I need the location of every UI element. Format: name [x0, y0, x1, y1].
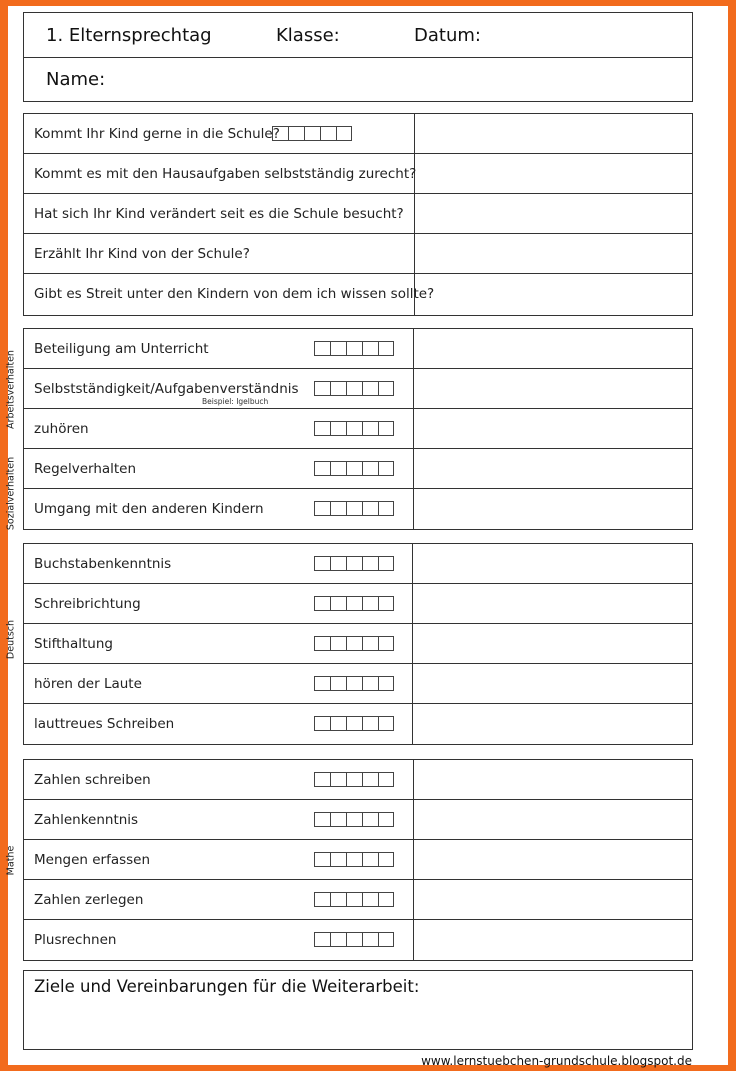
criterion-label: Plusrechnen: [34, 932, 117, 948]
criterion-label: lauttreues Schreiben: [34, 716, 175, 732]
table-row: [24, 624, 692, 664]
table-row: [24, 369, 692, 409]
rating-boxes[interactable]: [314, 636, 394, 651]
criterion-label: Buchstabenkenntnis: [34, 556, 172, 572]
criterion-label: zuhören: [34, 421, 89, 437]
criterion-label: Zahlen zerlegen: [34, 892, 144, 908]
rating-boxes[interactable]: [314, 341, 394, 356]
rating-boxes[interactable]: [314, 932, 394, 947]
criterion-label: hören der Laute: [34, 676, 142, 692]
table-row: [24, 234, 692, 274]
rating-boxes[interactable]: [314, 461, 394, 476]
criterion-label: Beteiligung am Unterricht: [34, 341, 209, 357]
rating-boxes[interactable]: [314, 501, 394, 516]
side-label-arbeitsverhalten: Arbeitsverhalten: [5, 350, 17, 429]
criterion-note: Beispiel: Igelbuch: [202, 397, 269, 406]
table-row: [24, 449, 692, 489]
criterion-label: Mengen erfassen: [34, 852, 151, 868]
rating-boxes[interactable]: [314, 852, 394, 867]
side-label-sozialverhalten: Sozialverhalten: [5, 456, 17, 531]
criterion-label: Selbstständigkeit/Aufgabenverständnis: [34, 381, 299, 397]
table-row: [24, 544, 692, 584]
table-row: [24, 114, 692, 154]
criterion-label: Schreibrichtung: [34, 596, 141, 612]
rating-boxes[interactable]: [272, 126, 352, 141]
rating-boxes[interactable]: [314, 716, 394, 731]
side-label-mathe: Mathe: [5, 845, 17, 876]
table-row: [24, 920, 692, 960]
goals-title: Ziele und Vereinbarungen für die Weiterarbeit:: [34, 977, 420, 996]
header-box: [23, 12, 693, 102]
klasse-label: Klasse:: [276, 25, 340, 46]
worksheet-title: 1. Elternsprechtag: [46, 25, 212, 46]
general-questions-table: [23, 113, 693, 316]
table-row: [24, 194, 692, 234]
section-arbeitsverhalten-table: [23, 328, 693, 530]
rating-boxes[interactable]: [314, 556, 394, 571]
table-row: [24, 329, 692, 369]
criterion-label: Zahlenkenntnis: [34, 812, 139, 828]
criterion-label: Umgang mit den anderen Kindern: [34, 501, 264, 517]
section-deutsch-table: [23, 543, 693, 745]
datum-label: Datum:: [414, 25, 481, 46]
table-row: [24, 664, 692, 704]
section-mathe-table: [23, 759, 693, 961]
criterion-label: Zahlen schreiben: [34, 772, 151, 788]
rating-boxes[interactable]: [314, 421, 394, 436]
rating-boxes[interactable]: [314, 676, 394, 691]
question-label: Hat sich Ihr Kind verändert seit es die Schule besucht?: [34, 206, 404, 222]
rating-boxes[interactable]: [314, 596, 394, 611]
table-row: [24, 760, 692, 800]
table-row: [24, 704, 692, 744]
rating-boxes[interactable]: [314, 892, 394, 907]
table-row: [24, 584, 692, 624]
question-label: Gibt es Streit unter den Kindern von dem ich wissen sollte?: [34, 286, 435, 302]
table-row: [24, 800, 692, 840]
criterion-label: Stifthaltung: [34, 636, 113, 652]
question-label: Kommt Ihr Kind gerne in die Schule?: [34, 126, 280, 142]
name-label: Name:: [46, 69, 106, 90]
table-row: [24, 154, 692, 194]
criterion-label: Regelverhalten: [34, 461, 137, 477]
question-label: Erzählt Ihr Kind von der Schule?: [34, 246, 250, 262]
rating-boxes[interactable]: [314, 812, 394, 827]
rating-boxes[interactable]: [314, 381, 394, 396]
footer-url: www.lernstuebchen-grundschule.blogspot.de: [421, 1054, 692, 1068]
table-row: [24, 880, 692, 920]
question-label: Kommt es mit den Hausaufgaben selbstständig zurecht?: [34, 166, 417, 182]
table-row: [24, 409, 692, 449]
table-row: [24, 274, 692, 314]
rating-boxes[interactable]: [314, 772, 394, 787]
goals-box[interactable]: [23, 970, 693, 1050]
table-row: [24, 489, 692, 529]
table-row: [24, 840, 692, 880]
side-label-deutsch: Deutsch: [5, 619, 17, 660]
